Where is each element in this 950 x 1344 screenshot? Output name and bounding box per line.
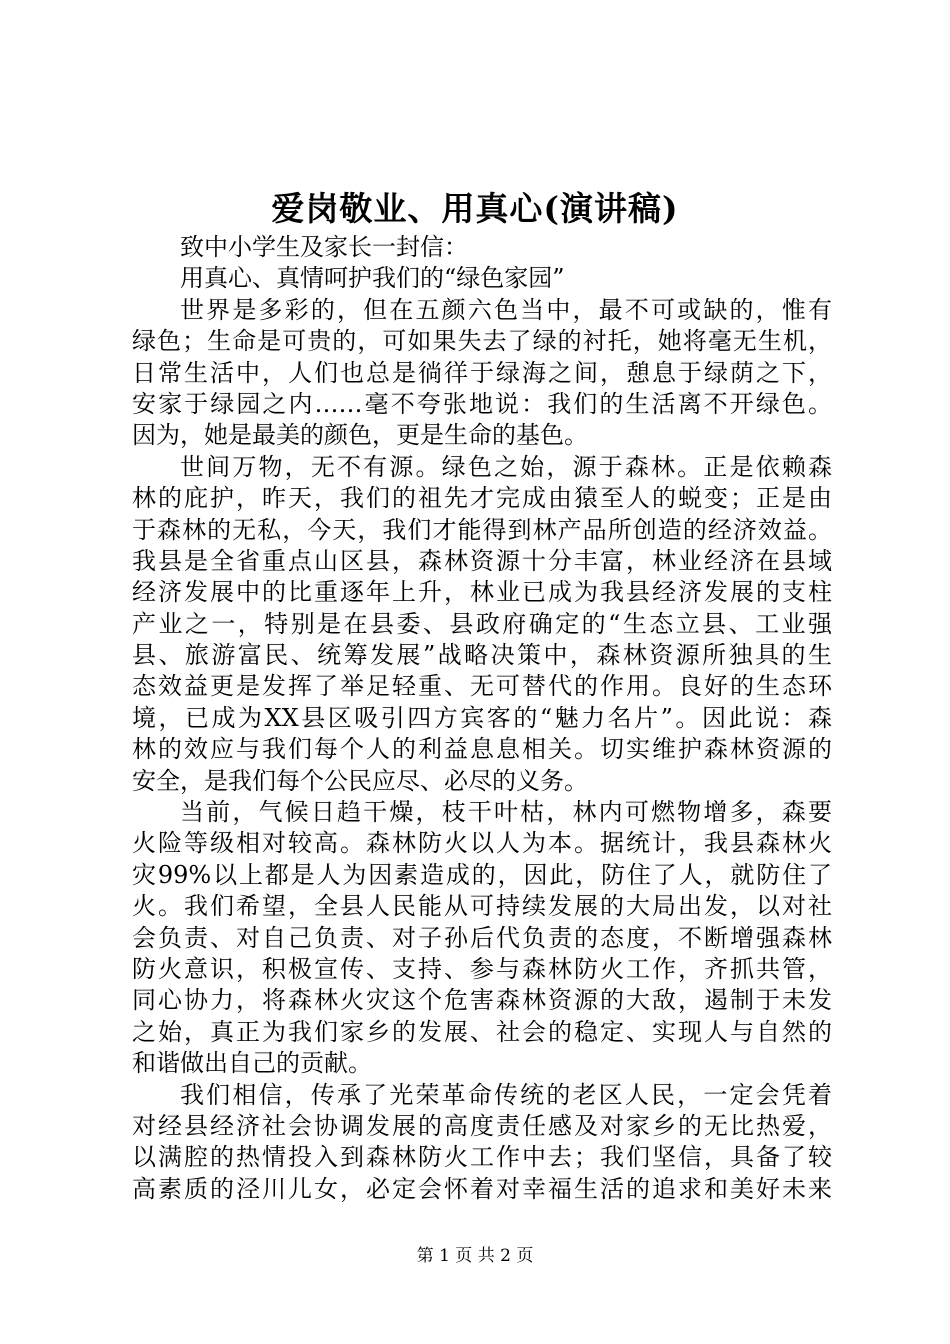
text-line: 安家于绿园之内……毫不夸张地说：我们的生活离不开绿色。 [132, 389, 832, 418]
text-line: 因为，她是最美的颜色，更是生命的基色。 [132, 421, 588, 450]
text-line: 当前，气候日趋干燥，枝干叶枯，林内可燃物增多，森要 [180, 798, 832, 827]
text-line: 县、旅游富民、统筹发展”战略决策中，森林资源所独具的生 [132, 641, 832, 670]
text-line: 安全，是我们每个公民应尽、必尽的义务。 [132, 766, 588, 795]
text-line: 于森林的无私，今天，我们才能得到林产品所创造的经济效益。 [132, 515, 832, 544]
text-line: 日常生活中，人们也总是徜徉于绿海之间，憩息于绿荫之下， [132, 358, 832, 387]
text-line: 林的效应与我们每个人的利益息息相关。切实维护森林资源的 [132, 735, 832, 764]
text-line: 灾99%以上都是人为因素造成的，因此，防住了人，就防住了 [132, 860, 832, 889]
page-footer: 第 1 页 共 2 页 [416, 1246, 534, 1266]
document-title: 爱岗敬业、用真心(演讲稿) [271, 189, 679, 228]
text-line: 以满腔的热情投入到森林防火工作中去；我们坚信，具备了较 [132, 1143, 832, 1172]
text-line: 产业之一，特别是在县委、县政府确定的“生态立县、工业强 [132, 609, 832, 638]
text-line: 同心协力，将森林火灾这个危害森林资源的大敌，遏制于未发 [132, 986, 832, 1015]
text-line: 防火意识，积极宣传、支持、参与森林防火工作，齐抓共管， [132, 954, 832, 983]
text-line: 态效益更是发挥了举足轻重、无可替代的作用。良好的生态环 [132, 672, 832, 701]
text-line: 火。我们希望，全县人民能从可持续发展的大局出发，以对社 [132, 892, 832, 921]
text-line: 林的庇护，昨天，我们的祖先才完成由猿至人的蜕变；正是由 [132, 484, 832, 513]
text-line: 和谐做出自己的贡献。 [132, 1049, 372, 1078]
text-line: 致中小学生及家长一封信： [180, 233, 468, 261]
text-line: 火险等级相对较高。森林防火以人为本。据统计，我县森林火 [132, 829, 832, 858]
text-line: 会负责、对自己负责、对子孙后代负责的态度，不断增强森林 [132, 923, 832, 952]
text-line: 经济发展中的比重逐年上升，林业已成为我县经济发展的支柱 [132, 578, 832, 607]
text-line: 高素质的泾川儿女，必定会怀着对幸福生活的追求和美好未来 [132, 1174, 832, 1203]
text-line: 绿色；生命是可贵的，可如果失去了绿的衬托，她将毫无生机， [132, 327, 832, 356]
text-line: 世间万物，无不有源。绿色之始，源于森林。正是依赖森 [180, 452, 832, 481]
text-line: 我县是全省重点山区县，森林资源十分丰富，林业经济在县域 [132, 546, 832, 575]
text-line: 境，已成为XX县区吸引四方宾客的“魅力名片”。因此说：森 [132, 703, 832, 732]
text-line: 用真心、真情呵护我们的“绿色家园” [180, 264, 565, 293]
text-line: 对经县经济社会协调发展的高度责任感及对家乡的无比热爱， [132, 1111, 832, 1140]
text-line: 我们相信，传承了光荣革命传统的老区人民，一定会凭着 [180, 1080, 832, 1109]
text-line: 之始，真正为我们家乡的发展、社会的稳定、实现人与自然的 [132, 1017, 832, 1046]
document-body [132, 232, 832, 1205]
text-line: 世界是多彩的，但在五颜六色当中，最不可或缺的，惟有 [180, 295, 832, 324]
